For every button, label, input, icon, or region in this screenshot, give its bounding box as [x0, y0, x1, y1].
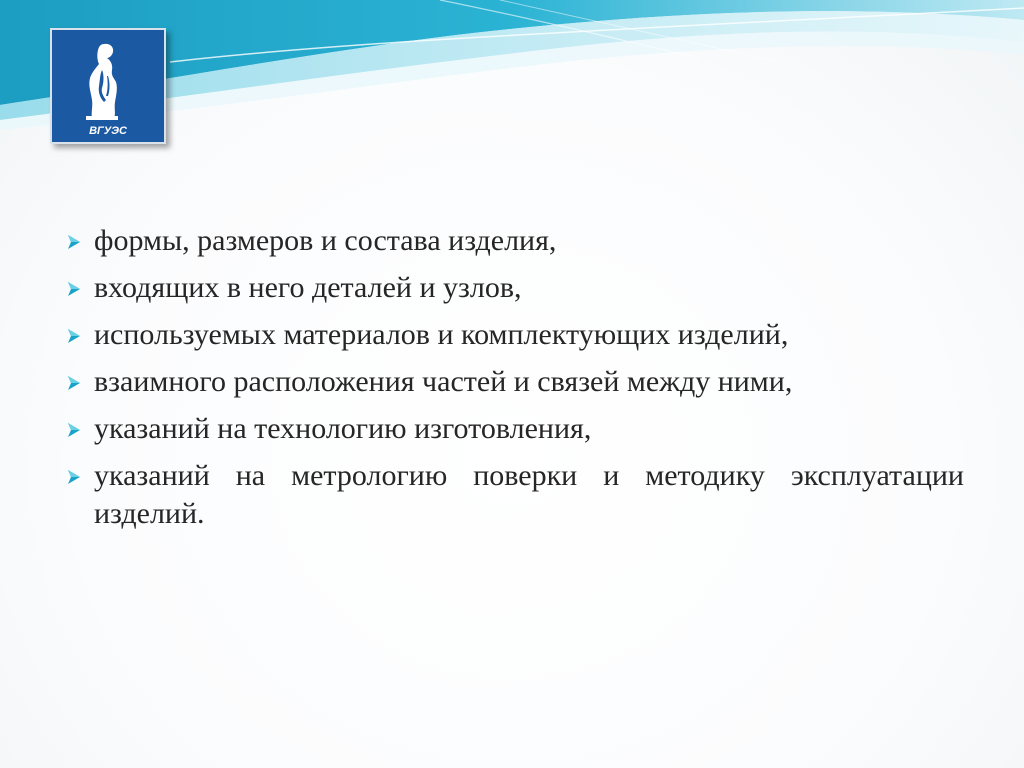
bullet-list [62, 222, 964, 542]
list-item [62, 222, 964, 260]
list-item [62, 410, 964, 448]
chevron-right-icon [66, 281, 82, 297]
list-item-text: формы, размеров и состава изделия, [94, 224, 557, 257]
list-item [62, 457, 964, 533]
list-item-text: используемых материалов и комплектующих изделий, [94, 318, 789, 351]
list-item-text: указаний на технологию изготовления, [94, 412, 592, 445]
list-item-text: взаимного расположения частей и связей между ними, [94, 365, 793, 398]
list-item-text: указаний на метрологию поверки и методику эксплуатации изделий. [94, 459, 964, 530]
chevron-right-icon [66, 328, 82, 344]
list-item-text: входящих в него деталей и узлов, [94, 271, 522, 304]
logo-caption: ВГУЭС [89, 125, 127, 137]
university-logo [50, 28, 166, 144]
chevron-right-icon [66, 234, 82, 250]
list-item [62, 363, 964, 401]
list-item [62, 316, 964, 354]
monument-figure-icon [52, 30, 164, 142]
chevron-right-icon [66, 469, 82, 485]
list-item [62, 269, 964, 307]
chevron-right-icon [66, 375, 82, 391]
chevron-right-icon [66, 422, 82, 438]
